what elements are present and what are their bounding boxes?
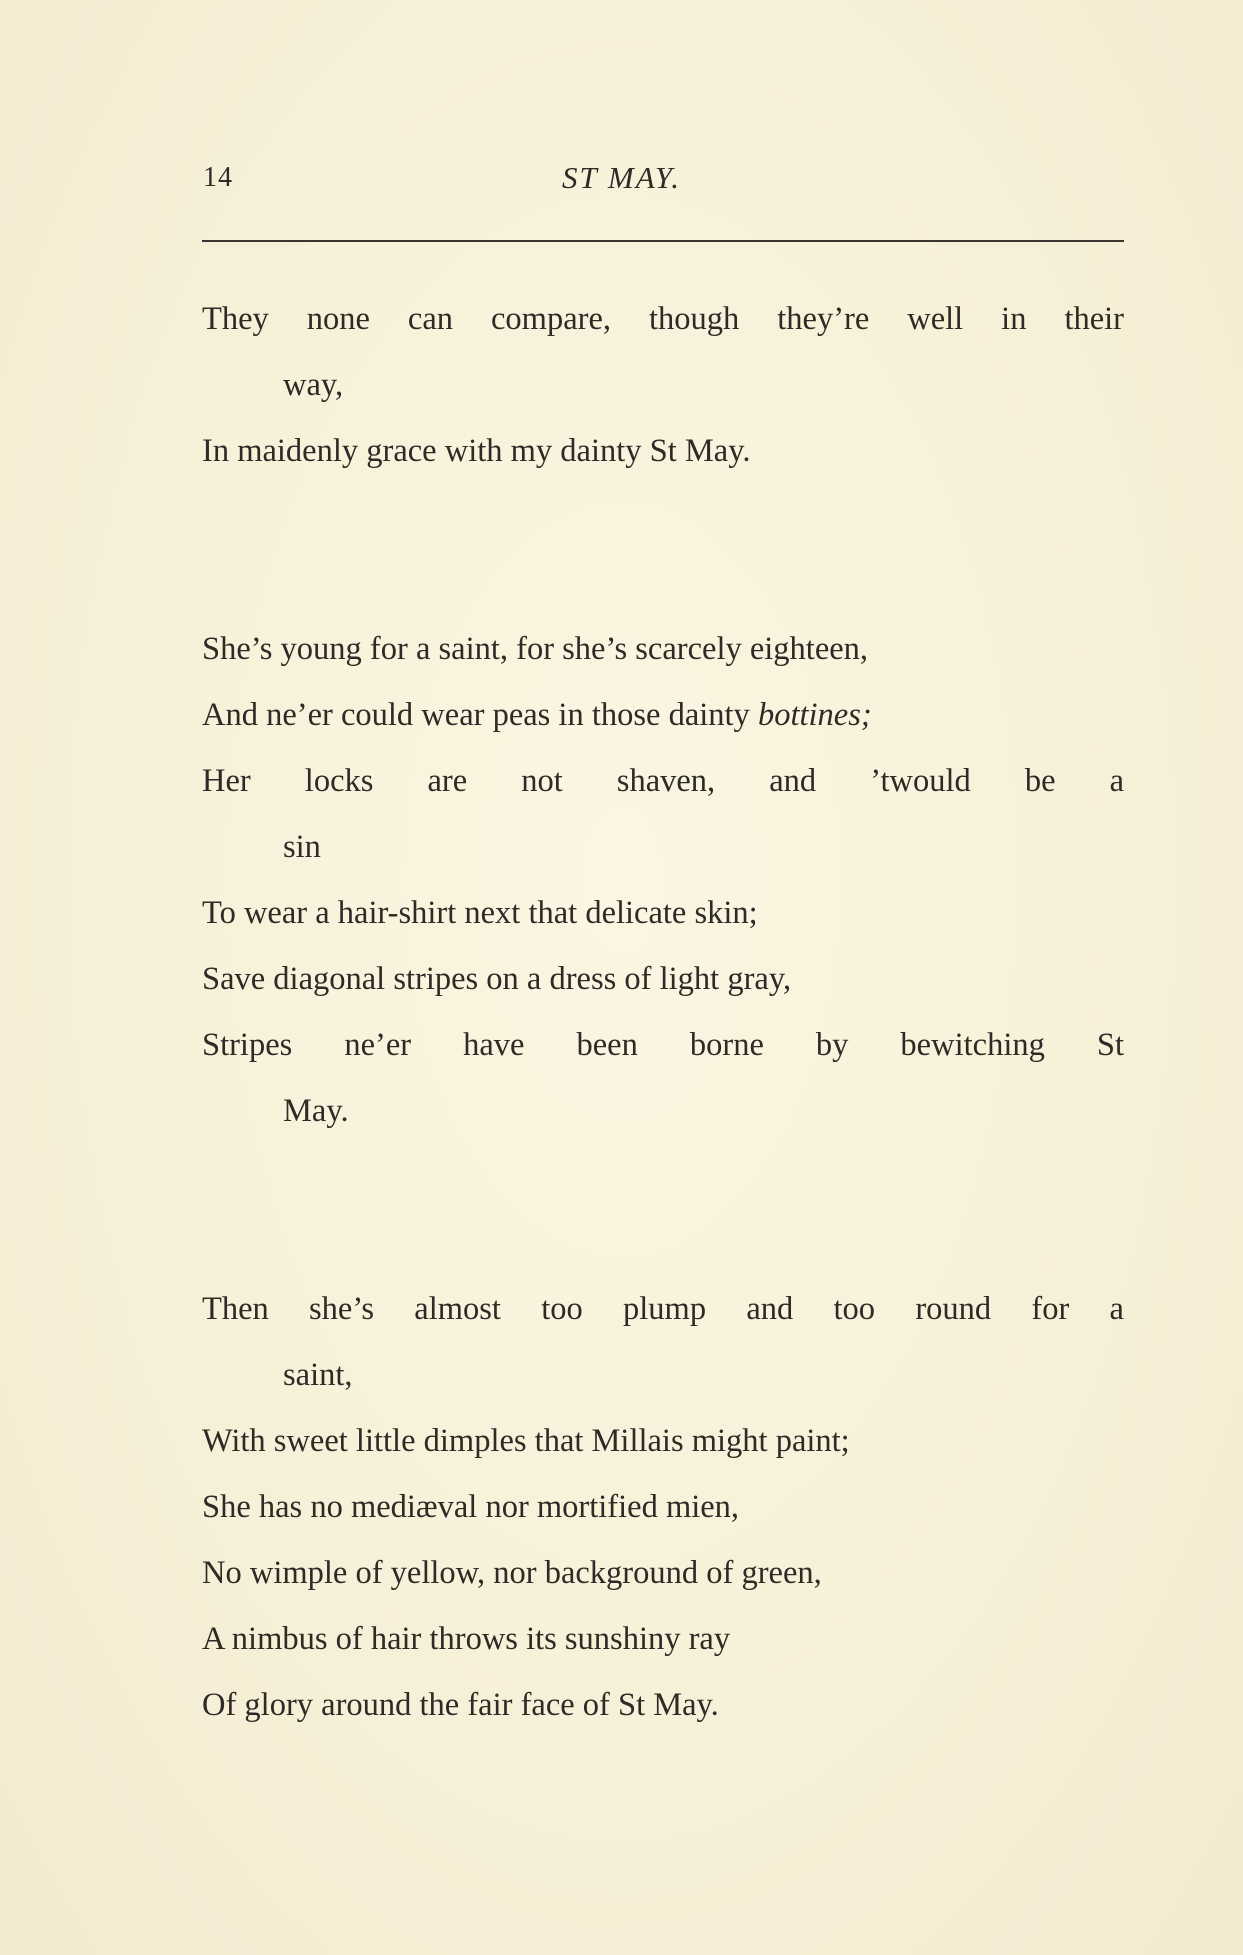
stanza-2 [202,616,1124,1144]
poem-line: Save diagonal stripes on a dress of light gray, [202,961,792,997]
poem-line-continuation: saint, [283,1357,353,1393]
poem-line: With sweet little dimples that Millais might paint; [202,1423,850,1459]
poem-line-continuation: way, [283,367,344,403]
poem-line: To wear a hair-shirt next that delicate skin; [202,895,758,931]
poem-line: Stripes ne’er have been borne by bewitching St [202,1027,1124,1063]
page-header [0,162,1243,202]
poem-line: A nimbus of hair throws its sunshiny ray [202,1621,731,1657]
poem-line: In maidenly grace with my dainty St May. [202,433,751,469]
poem-line: She has no mediæval nor mortified mien, [202,1489,740,1525]
poem-line: Then she’s almost too plump and too round for a [202,1291,1124,1327]
poem-line: Her locks are not shaven, and ’twould be a [202,763,1124,799]
header-rule [202,240,1124,242]
poem-line-continuation: May. [283,1093,349,1129]
stanza-1 [202,286,1124,484]
page-number: 14 [203,162,233,193]
poem-line [202,682,1124,748]
italic-word: bottines; [757,697,872,733]
poem-line-continuation: sin [283,829,321,865]
poem-line-text: And ne’er could wear peas in those dainty [202,697,758,733]
poem-body [202,286,1124,1738]
poem-line: No wimple of yellow, nor background of green, [202,1555,822,1591]
poem-line: They none can compare, though they’re well in their [202,301,1124,337]
running-title: ST MAY. [561,160,682,195]
poem-line: She’s young for a saint, for she’s scarcely eighteen, [202,631,869,667]
poem-line: Of glory around the fair face of St May. [202,1687,719,1723]
stanza-3 [202,1276,1124,1738]
